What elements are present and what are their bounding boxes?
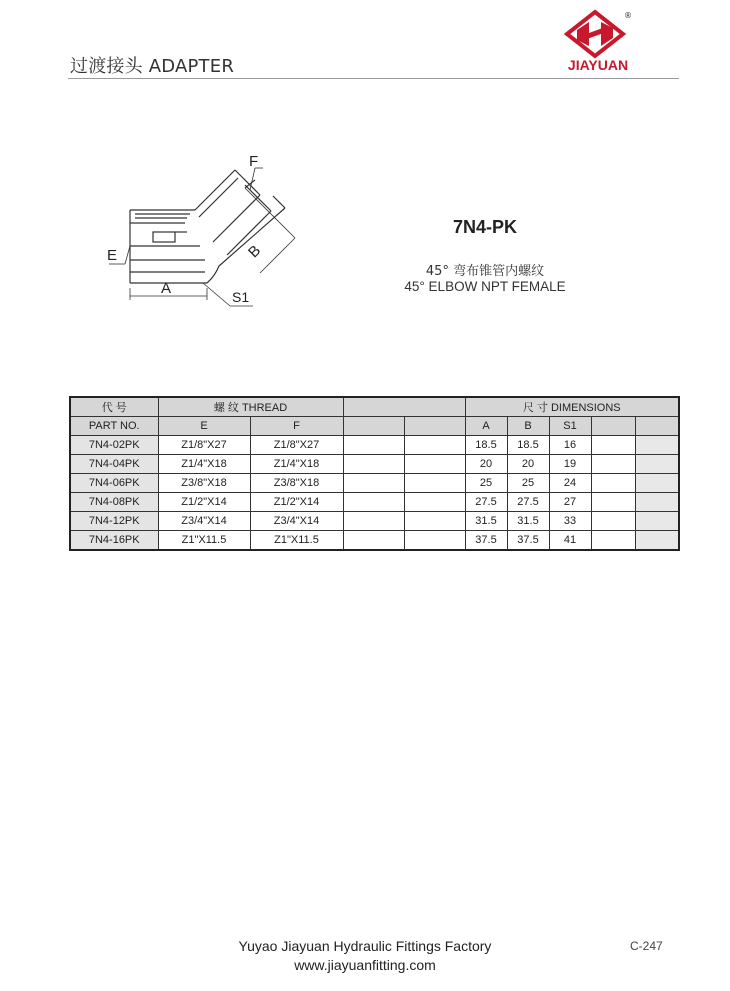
thread-f: Z3/8"X18 (250, 474, 343, 493)
blank-cell (591, 455, 635, 474)
dim-a: 31.5 (465, 512, 507, 531)
col-e: E (158, 417, 250, 436)
part-number: 7N4-02PK (70, 436, 158, 455)
thread-e: Z3/8"X18 (158, 474, 250, 493)
thread-e: Z1/8"X27 (158, 436, 250, 455)
col-b: B (507, 417, 549, 436)
blank-cell (343, 531, 404, 551)
product-description-cn: 45° 弯布锥管内螺纹 (425, 264, 545, 279)
product-description-en: 45° ELBOW NPT FEMALE (404, 279, 566, 294)
blank-cell (404, 436, 465, 455)
dim-a: 37.5 (465, 531, 507, 551)
thread-e: Z1/2"X14 (158, 493, 250, 512)
spec-table (69, 396, 680, 551)
label-e: E (107, 247, 118, 264)
col-blank-3 (591, 417, 635, 436)
table-group-header (70, 397, 679, 417)
blank-cell (404, 512, 465, 531)
blank-cell (404, 493, 465, 512)
blank-cell (343, 455, 404, 474)
blank-cell (635, 474, 679, 493)
dim-b: 27.5 (507, 493, 549, 512)
dim-a: 27.5 (465, 493, 507, 512)
blank-cell (404, 455, 465, 474)
blank-cell (591, 474, 635, 493)
thread-e: Z1"X11.5 (158, 531, 250, 551)
thread-e: Z3/4"X14 (158, 512, 250, 531)
blank-cell (591, 512, 635, 531)
thread-header: 螺 纹 THREAD (158, 397, 343, 417)
dim-b: 20 (507, 455, 549, 474)
table-row (70, 436, 679, 455)
blank-cell (635, 436, 679, 455)
label-s1: S1 (232, 289, 250, 305)
footer-company: Yuyao Jiayuan Hydraulic Fittings Factory (238, 938, 492, 954)
dim-s1: 27 (549, 493, 591, 512)
dim-s1: 24 (549, 474, 591, 493)
col-part-no: PART NO. (70, 417, 158, 436)
blank-cell (635, 531, 679, 551)
blank-cell (591, 436, 635, 455)
blank-cell (404, 531, 465, 551)
blank-cell (343, 512, 404, 531)
thread-f: Z1"X11.5 (250, 531, 343, 551)
footer-url[interactable]: www.jiayuanfitting.com (294, 957, 436, 973)
thread-f: Z1/4"X18 (250, 455, 343, 474)
blank-cell (635, 455, 679, 474)
dim-s1: 33 (549, 512, 591, 531)
dim-b: 18.5 (507, 436, 549, 455)
header-divider (68, 78, 679, 79)
table-row (70, 455, 679, 474)
table-row (70, 531, 679, 551)
dim-s1: 16 (549, 436, 591, 455)
dim-s1: 19 (549, 455, 591, 474)
part-number: 7N4-04PK (70, 455, 158, 474)
thread-e: Z1/4"X18 (158, 455, 250, 474)
part-number: 7N4-08PK (70, 493, 158, 512)
col-s1: S1 (549, 417, 591, 436)
col-a: A (465, 417, 507, 436)
blank-cell (404, 474, 465, 493)
label-b: B (245, 242, 265, 262)
part-number: 7N4-12PK (70, 512, 158, 531)
table-row (70, 512, 679, 531)
dim-a: 18.5 (465, 436, 507, 455)
col-blank-2 (404, 417, 465, 436)
thread-f: Z1/8"X27 (250, 436, 343, 455)
blank-cell (343, 436, 404, 455)
blank-group-header (343, 397, 465, 417)
brand-name: JIAYUAN (567, 57, 629, 73)
page-title: 过渡接头 ADAPTER (70, 56, 235, 77)
table-row (70, 474, 679, 493)
col-f: F (250, 417, 343, 436)
blank-cell (343, 474, 404, 493)
label-f: F (249, 153, 259, 170)
registered-mark: ® (624, 11, 632, 20)
product-code: 7N4-PK (452, 217, 518, 237)
thread-f: Z1/2"X14 (250, 493, 343, 512)
dim-b: 25 (507, 474, 549, 493)
blank-cell (635, 512, 679, 531)
dimensions-header: 尺 寸 DIMENSIONS (465, 397, 679, 417)
dim-s1: 41 (549, 531, 591, 551)
blank-cell (591, 493, 635, 512)
blank-cell (635, 493, 679, 512)
blank-cell (591, 531, 635, 551)
label-a: A (161, 280, 172, 297)
thread-f: Z3/4"X14 (250, 512, 343, 531)
table-row (70, 493, 679, 512)
dim-b: 31.5 (507, 512, 549, 531)
dim-b: 37.5 (507, 531, 549, 551)
dim-a: 20 (465, 455, 507, 474)
table-column-header (70, 417, 679, 436)
blank-cell (343, 493, 404, 512)
part-cn-header: 代 号 (70, 397, 158, 417)
dim-a: 25 (465, 474, 507, 493)
col-blank-4 (635, 417, 679, 436)
page-number: C-247 (630, 939, 663, 953)
col-blank-1 (343, 417, 404, 436)
elbow-drawing (95, 148, 305, 313)
part-number: 7N4-06PK (70, 474, 158, 493)
part-number: 7N4-16PK (70, 531, 158, 551)
